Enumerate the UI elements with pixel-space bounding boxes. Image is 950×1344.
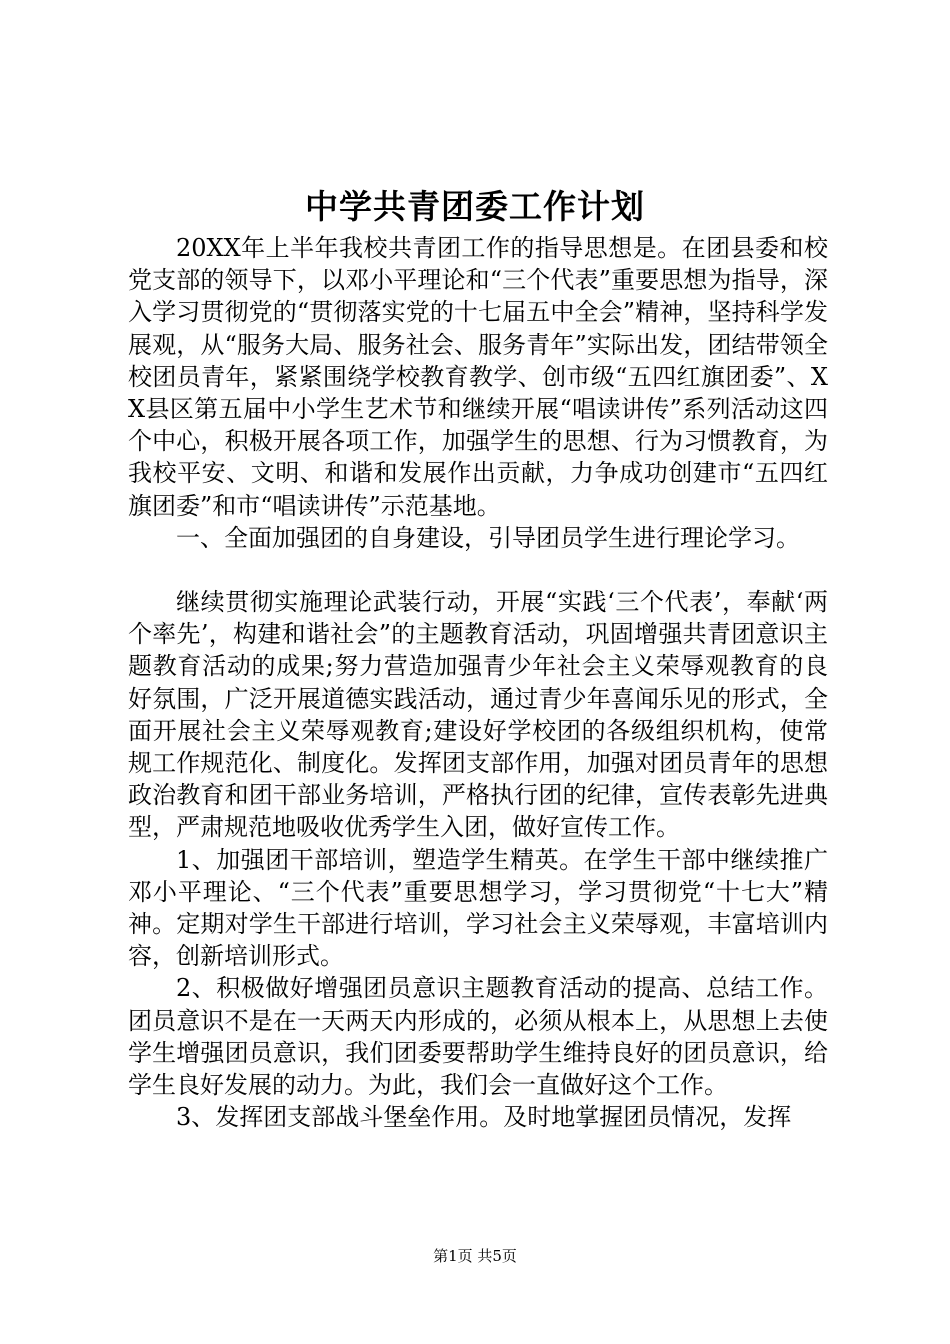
document-body: [128, 232, 828, 1133]
paragraph-item-2: 2、积极做好增强团员意识主题教育活动的提高、总结工作。团员意识不是在一天两天内形成的，必须从根本上，从思想上去使学生增强团员意识，我们团委要帮助学生维持良好的团员意识，给学生良好发展的动力。为此，我们会一直做好这个工作。: [128, 974, 828, 1100]
paragraph-theory-study: 继续贯彻实施理论武装行动，开展“实践‘三个代表’，奉献‘两个率先’，构建和谐社会”的主题教育活动，巩固增强共青团意识主题教育活动的成果;努力营造加强青少年社会主义荣辱观教育的良好氛围，广泛开展道德实践活动，通过青少年喜闻乐见的形式，全面开展社会主义荣辱观教育;建设好学校团的各级组织机构，使常规工作规范化、制度化。发挥团支部作用，加强对团员青年的思想政治教育和团干部业务培训，严格执行团的纪律，宣传表彰先进典型，严肃规范地吸收优秀学生入团，做好宣传工作。: [128, 588, 828, 842]
paragraph-section-heading-1: 一、全面加强团的自身建设，引导团员学生进行理论学习。: [176, 523, 800, 552]
paragraph-guiding-thought: 20XX年上半年我校共青团工作的指导思想是。在团县委和校党支部的领导下，以邓小平理论和“三个代表”重要思想为指导，深入学习贯彻党的“贯彻落实党的十七届五中全会”精神，坚持科学发展观，从“服务大局、服务社会、服务青年”实际出发，团结带领全校团员青年，紧紧围绕学校教育教学、创市级“五四红旗团委”、XX县区第五届中小学生艺术节和继续开展“唱读讲传”系列活动这四个中心，积极开展各项工作，加强学生的思想、行为习惯教育，为我校平安、文明、和谐和发展作出贡献，力争成功创建市“五四红旗团委”和市“唱读讲传”示范基地。: [128, 234, 828, 520]
document-title: 中学共青团委工作计划: [305, 187, 645, 226]
page-number-footer: 第1页 共5页: [433, 1247, 517, 1265]
paragraph-item-3: 3、发挥团支部战斗堡垒作用。及时地掌握团员情况，发挥: [176, 1103, 792, 1132]
paragraph-item-1: 1、加强团干部培训，塑造学生精英。在学生干部中继续推广邓小平理论、“三个代表”重要思想学习，学习贯彻党“十七大”精神。定期对学生干部进行培训，学习社会主义荣辱观，丰富培训内容，创新培训形式。: [128, 845, 828, 971]
